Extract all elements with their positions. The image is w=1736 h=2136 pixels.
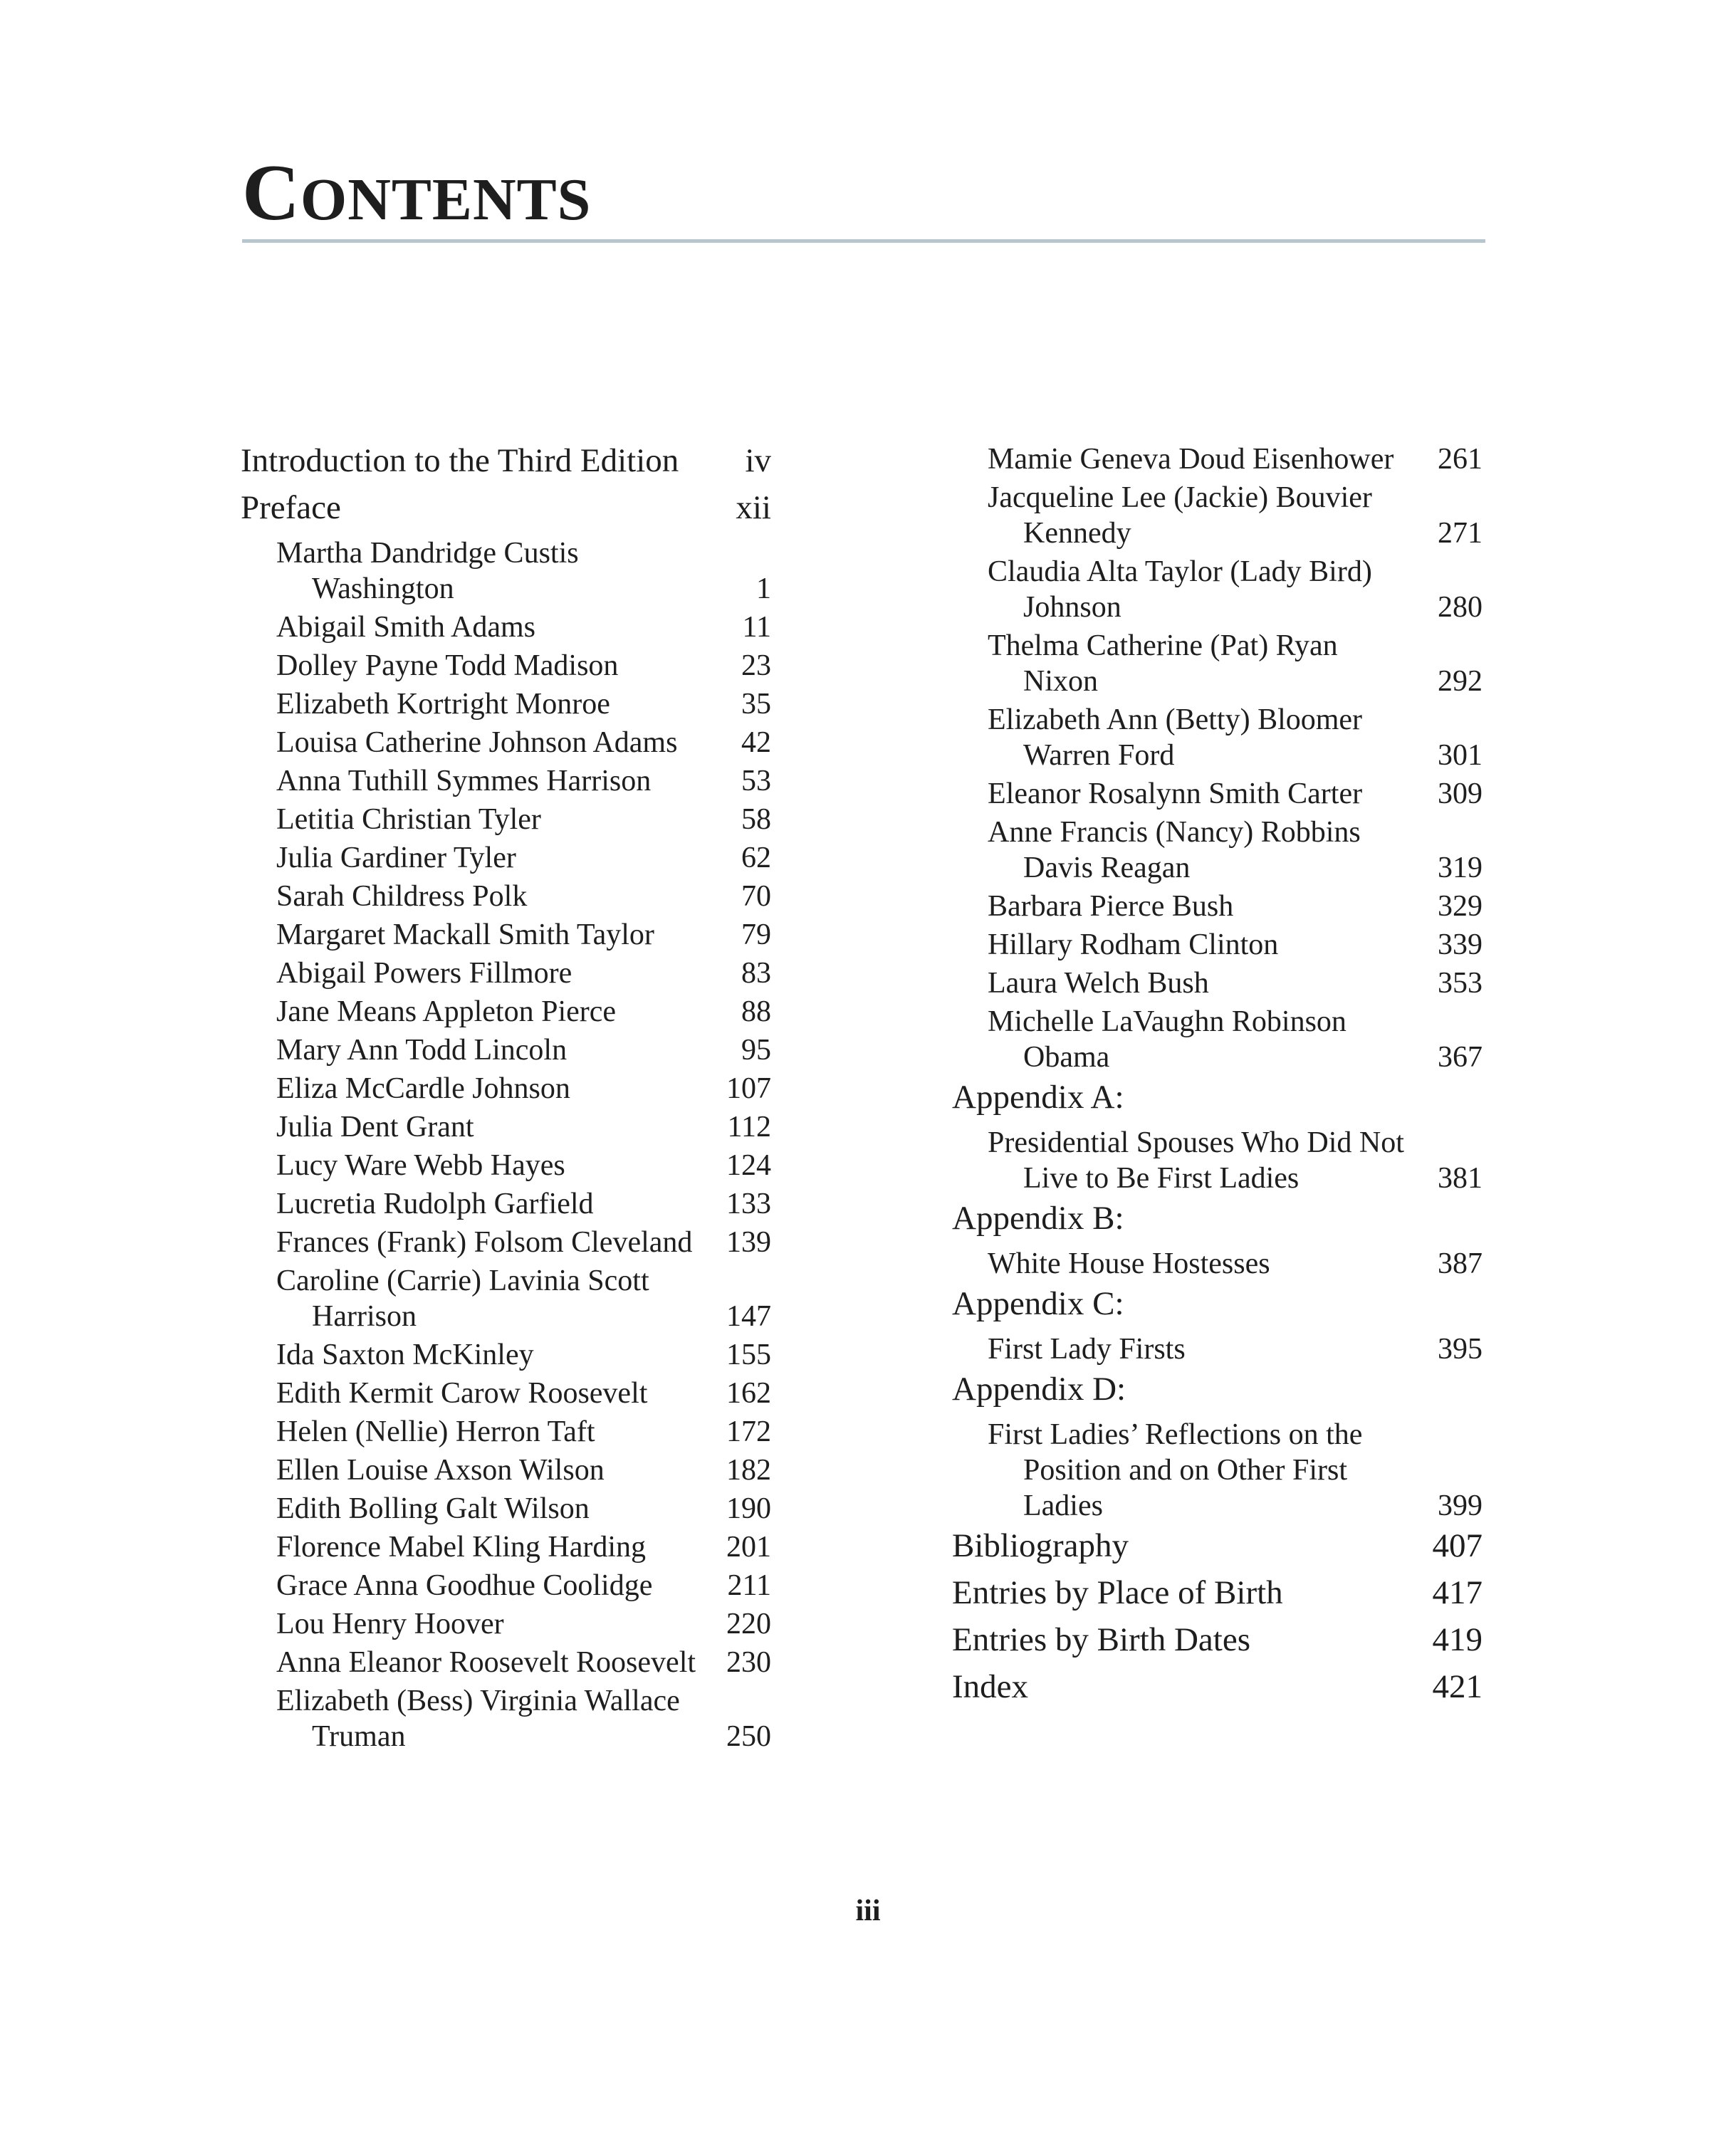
toc-entry-label: Eleanor Rosalynn Smith Carter (988, 778, 1363, 810)
toc-entry-sarah-childress-polk[interactable] (241, 879, 771, 914)
toc-entry-label: Preface (241, 489, 341, 526)
toc-entry-label: Appendix A: (952, 1079, 1124, 1116)
toc-entry-preface[interactable] (241, 488, 771, 527)
toc-entry-page: 133 (726, 1188, 771, 1220)
toc-entry-appendix-c[interactable] (952, 1284, 1483, 1323)
toc-entry-bibliography[interactable] (952, 1527, 1483, 1565)
toc-entry-label: Barbara Pierce Bush (988, 890, 1234, 923)
toc-entry-florence-mabel-kling-harding[interactable] (241, 1529, 771, 1565)
toc-entry-label: Ida Saxton McKinley (276, 1339, 534, 1371)
toc-entry-label: Abigail Powers Fillmore (276, 957, 572, 990)
toc-entry-label: Ellen Louise Axson Wilson (276, 1454, 605, 1487)
toc-entry-martha-dandridge-custis-washington[interactable] (241, 535, 771, 607)
toc-entry-appendix-b[interactable] (952, 1199, 1483, 1237)
toc-entry-page: 329 (1438, 890, 1483, 923)
title-rest: ONTENTS (300, 167, 592, 233)
toc-entry-page: 95 (741, 1034, 771, 1067)
toc-entry-page: 399 (1438, 1490, 1483, 1522)
toc-entry-dolley-payne-todd-madison[interactable] (241, 648, 771, 684)
toc-entry-barbara-pierce-bush[interactable] (952, 889, 1483, 924)
toc-entry-label: Frances (Frank) Folsom Cleveland (276, 1226, 693, 1259)
page-number: iii (855, 1895, 881, 1927)
toc-left-column (241, 441, 771, 1757)
toc-entry-page: 292 (1438, 665, 1483, 698)
toc-entry-label: Louisa Catherine Johnson Adams (276, 726, 678, 759)
toc-right-column (952, 441, 1483, 1714)
toc-entry-introduction-to-the-third-edition[interactable] (241, 441, 771, 480)
toc-entry-label: Anne Francis (Nancy) Robbins Davis Reagan (988, 816, 1361, 884)
toc-entry-page: 211 (727, 1569, 771, 1602)
toc-entry-label: Presidential Spouses Who Did Not Live to Be First Ladies (988, 1126, 1404, 1195)
toc-entry-label: Julia Gardiner Tyler (276, 842, 516, 874)
toc-entry-page: 250 (726, 1720, 771, 1753)
toc-entry-page: 280 (1438, 591, 1483, 624)
toc-entry-label: Entries by Birth Dates (952, 1621, 1251, 1658)
toc-entry-caroline-carrie-lavinia-scott-harrison[interactable] (241, 1263, 771, 1334)
toc-entry-label: Edith Kermit Carow Roosevelt (276, 1377, 648, 1410)
toc-entry-mary-ann-todd-lincoln[interactable] (241, 1032, 771, 1068)
toc-entry-label: Lucretia Rudolph Garfield (276, 1188, 594, 1220)
toc-entry-label: Anna Eleanor Roosevelt Roosevelt (276, 1646, 696, 1679)
toc-entry-appendix-a[interactable] (952, 1078, 1483, 1116)
toc-entry-page: 190 (726, 1492, 771, 1525)
toc-entry-appendix-d[interactable] (952, 1370, 1483, 1408)
toc-entry-page: 147 (726, 1300, 771, 1333)
toc-entry-label: Mary Ann Todd Lincoln (276, 1034, 568, 1067)
toc-entry-page: 155 (726, 1339, 771, 1371)
toc-entry-ellen-louise-axson-wilson[interactable] (241, 1452, 771, 1488)
toc-entry-page: 417 (1432, 1574, 1483, 1611)
toc-entry-label: Edith Bolling Galt Wilson (276, 1492, 590, 1525)
toc-entry-edith-kermit-carow-roosevelt[interactable] (241, 1376, 771, 1411)
toc-entry-label: First Ladies’ Reflections on the Position and on Other First Ladies (988, 1418, 1363, 1522)
toc-entry-page: 162 (726, 1377, 771, 1410)
toc-entry-edith-bolling-galt-wilson[interactable] (241, 1491, 771, 1527)
toc-entry-grace-anna-goodhue-coolidge[interactable] (241, 1568, 771, 1603)
toc-entry-lucretia-rudolph-garfield[interactable] (241, 1186, 771, 1222)
toc-entry-eleanor-rosalynn-smith-carter[interactable] (952, 776, 1483, 812)
toc-entry-page: 395 (1438, 1333, 1483, 1366)
toc-entry-michelle-lavaughn-robinson-obama[interactable] (952, 1004, 1483, 1075)
toc-entry-page: 381 (1438, 1162, 1483, 1195)
toc-entry-page: 419 (1432, 1621, 1483, 1658)
toc-entry-page: 387 (1438, 1247, 1483, 1280)
toc-entry-label: Florence Mabel Kling Harding (276, 1531, 647, 1564)
toc-entry-letitia-christian-tyler[interactable] (241, 802, 771, 837)
toc-entry-label: Anna Tuthill Symmes Harrison (276, 765, 652, 797)
toc-entry-page: 70 (741, 880, 771, 913)
toc-entry-label: Mamie Geneva Doud Eisenhower (988, 443, 1394, 476)
toc-entry-page: 407 (1432, 1527, 1483, 1564)
toc-entry-label: Sarah Childress Polk (276, 880, 528, 913)
toc-entry-elizabeth-kortright-monroe[interactable] (241, 686, 771, 722)
toc-entry-page: 309 (1438, 778, 1483, 810)
toc-entry-label: Eliza McCardle Johnson (276, 1072, 570, 1105)
toc-entry-label: Helen (Nellie) Herron Taft (276, 1415, 595, 1448)
toc-entry-label: Letitia Christian Tyler (276, 803, 541, 836)
toc-entry-label: Abigail Smith Adams (276, 611, 536, 644)
toc-entry-page: 79 (741, 918, 771, 951)
toc-entry-helen-nellie-herron-taft[interactable] (241, 1414, 771, 1450)
toc-entry-page: 124 (726, 1149, 771, 1182)
toc-entry-lucy-ware-webb-hayes[interactable] (241, 1148, 771, 1183)
toc-entry-page: xii (736, 489, 771, 526)
toc-entry-page: 42 (741, 726, 771, 759)
toc-entry-anna-tuthill-symmes-harrison[interactable] (241, 763, 771, 799)
toc-entry-label: Grace Anna Goodhue Coolidge (276, 1569, 653, 1602)
toc-entry-page: 230 (726, 1646, 771, 1679)
toc-entry-julia-dent-grant[interactable] (241, 1109, 771, 1145)
toc-entry-presidential-spouses-who-did-not-live-to-be-first-ladies[interactable] (952, 1125, 1483, 1196)
toc-entry-entries-by-place-of-birth[interactable] (952, 1574, 1483, 1612)
toc-entry-page: 261 (1438, 443, 1483, 476)
toc-entry-elizabeth-ann-betty-bloomer-warren-ford[interactable] (952, 702, 1483, 773)
toc-entry-label: Introduction to the Third Edition (241, 442, 679, 479)
toc-entry-page: 11 (742, 611, 771, 644)
toc-entry-page: 339 (1438, 928, 1483, 961)
toc-entry-label: Thelma Catherine (Pat) Ryan Nixon (988, 629, 1338, 698)
toc-entry-label: Elizabeth Ann (Betty) Bloomer Warren Ford (988, 703, 1363, 772)
toc-entry-jane-means-appleton-pierce[interactable] (241, 994, 771, 1030)
toc-entry-page: 35 (741, 688, 771, 721)
page-title (242, 149, 592, 237)
toc-entry-label: Jacqueline Lee (Jackie) Bouvier Kennedy (988, 481, 1372, 550)
toc-entry-abigail-smith-adams[interactable] (241, 609, 771, 645)
toc-entry-label: Appendix D: (952, 1371, 1126, 1408)
toc-entry-page: iv (745, 442, 771, 479)
toc-entry-page: 367 (1438, 1041, 1483, 1074)
toc-entry-page: 1 (756, 572, 771, 605)
toc-entry-page: 23 (741, 649, 771, 682)
toc-entry-margaret-mackall-smith-taylor[interactable] (241, 917, 771, 953)
toc-entry-label: Claudia Alta Taylor (Lady Bird) Johnson (988, 555, 1372, 624)
toc-entry-hillary-rodham-clinton[interactable] (952, 927, 1483, 963)
toc-entry-page: 319 (1438, 852, 1483, 884)
toc-entry-label: Caroline (Carrie) Lavinia Scott Harrison (276, 1265, 649, 1333)
toc-entry-index[interactable] (952, 1668, 1483, 1706)
toc-entry-label: Elizabeth (Bess) Virginia Wallace Truman (276, 1685, 680, 1753)
toc-entry-page: 139 (726, 1226, 771, 1259)
toc-entry-label: Martha Dandridge Custis Washington (276, 537, 579, 605)
toc-entry-label: Appendix C: (952, 1285, 1124, 1322)
toc-entry-page: 201 (726, 1531, 771, 1564)
toc-entry-label: Laura Welch Bush (988, 967, 1209, 1000)
toc-entry-page: 58 (741, 803, 771, 836)
toc-entry-page: 53 (741, 765, 771, 797)
toc-entry-label: Julia Dent Grant (276, 1111, 474, 1143)
toc-entry-claudia-alta-taylor-lady-bird-johnson[interactable] (952, 554, 1483, 625)
toc-entry-anne-francis-nancy-robbins-davis-reagan[interactable] (952, 815, 1483, 886)
toc-entry-page: 421 (1432, 1668, 1483, 1705)
toc-entry-white-house-hostesses[interactable] (952, 1246, 1483, 1282)
toc-entry-eliza-mccardle-johnson[interactable] (241, 1071, 771, 1106)
toc-entry-page: 172 (726, 1415, 771, 1448)
toc-entry-label: Margaret Mackall Smith Taylor (276, 918, 654, 951)
toc-entry-label: Entries by Place of Birth (952, 1574, 1283, 1611)
toc-entry-label: Jane Means Appleton Pierce (276, 995, 617, 1028)
toc-entry-first-lady-firsts[interactable] (952, 1331, 1483, 1367)
title-initial: C (242, 149, 300, 237)
toc-entry-entries-by-birth-dates[interactable] (952, 1621, 1483, 1659)
toc-entry-frances-frank-folsom-cleveland[interactable] (241, 1225, 771, 1260)
toc-entry-ida-saxton-mckinley[interactable] (241, 1337, 771, 1373)
toc-entry-julia-gardiner-tyler[interactable] (241, 840, 771, 876)
toc-entry-label: Elizabeth Kortright Monroe (276, 688, 610, 721)
title-rule (242, 239, 1485, 243)
toc-entry-laura-welch-bush[interactable] (952, 965, 1483, 1001)
toc-entry-page: 88 (741, 995, 771, 1028)
toc-entry-page: 182 (726, 1454, 771, 1487)
toc-entry-page: 83 (741, 957, 771, 990)
toc-entry-abigail-powers-fillmore[interactable] (241, 956, 771, 991)
toc-entry-label: Bibliography (952, 1527, 1129, 1564)
toc-entry-lou-henry-hoover[interactable] (241, 1606, 771, 1642)
toc-entry-jacqueline-lee-jackie-bouvier-kennedy[interactable] (952, 480, 1483, 551)
toc-entry-label: Lucy Ware Webb Hayes (276, 1149, 565, 1182)
toc-entry-label: Index (952, 1668, 1029, 1705)
toc-entry-label: White House Hostesses (988, 1247, 1270, 1280)
toc-entry-elizabeth-bess-virginia-wallace-truman[interactable] (241, 1683, 771, 1754)
toc-entry-first-ladies-reflections-on-the-position-and-on-other-first-ladies[interactable] (952, 1417, 1483, 1524)
toc-entry-label: Lou Henry Hoover (276, 1608, 504, 1640)
toc-entry-anna-eleanor-roosevelt-roosevelt[interactable] (241, 1645, 771, 1680)
toc-entry-page: 112 (727, 1111, 771, 1143)
toc-entry-page: 62 (741, 842, 771, 874)
toc-entry-page: 220 (726, 1608, 771, 1640)
toc-entry-page: 353 (1438, 967, 1483, 1000)
toc-entry-label: Dolley Payne Todd Madison (276, 649, 619, 682)
toc-entry-louisa-catherine-johnson-adams[interactable] (241, 725, 771, 760)
toc-entry-page: 107 (726, 1072, 771, 1105)
toc-entry-label: Michelle LaVaughn Robinson Obama (988, 1005, 1347, 1074)
toc-entry-page: 301 (1438, 739, 1483, 772)
toc-entry-page: 271 (1438, 517, 1483, 550)
toc-entry-label: Hillary Rodham Clinton (988, 928, 1279, 961)
toc-entry-label: First Lady Firsts (988, 1333, 1186, 1366)
toc-entry-label: Appendix B: (952, 1200, 1124, 1237)
toc-entry-thelma-catherine-pat-ryan-nixon[interactable] (952, 628, 1483, 699)
toc-entry-mamie-geneva-doud-eisenhower[interactable] (952, 441, 1483, 477)
